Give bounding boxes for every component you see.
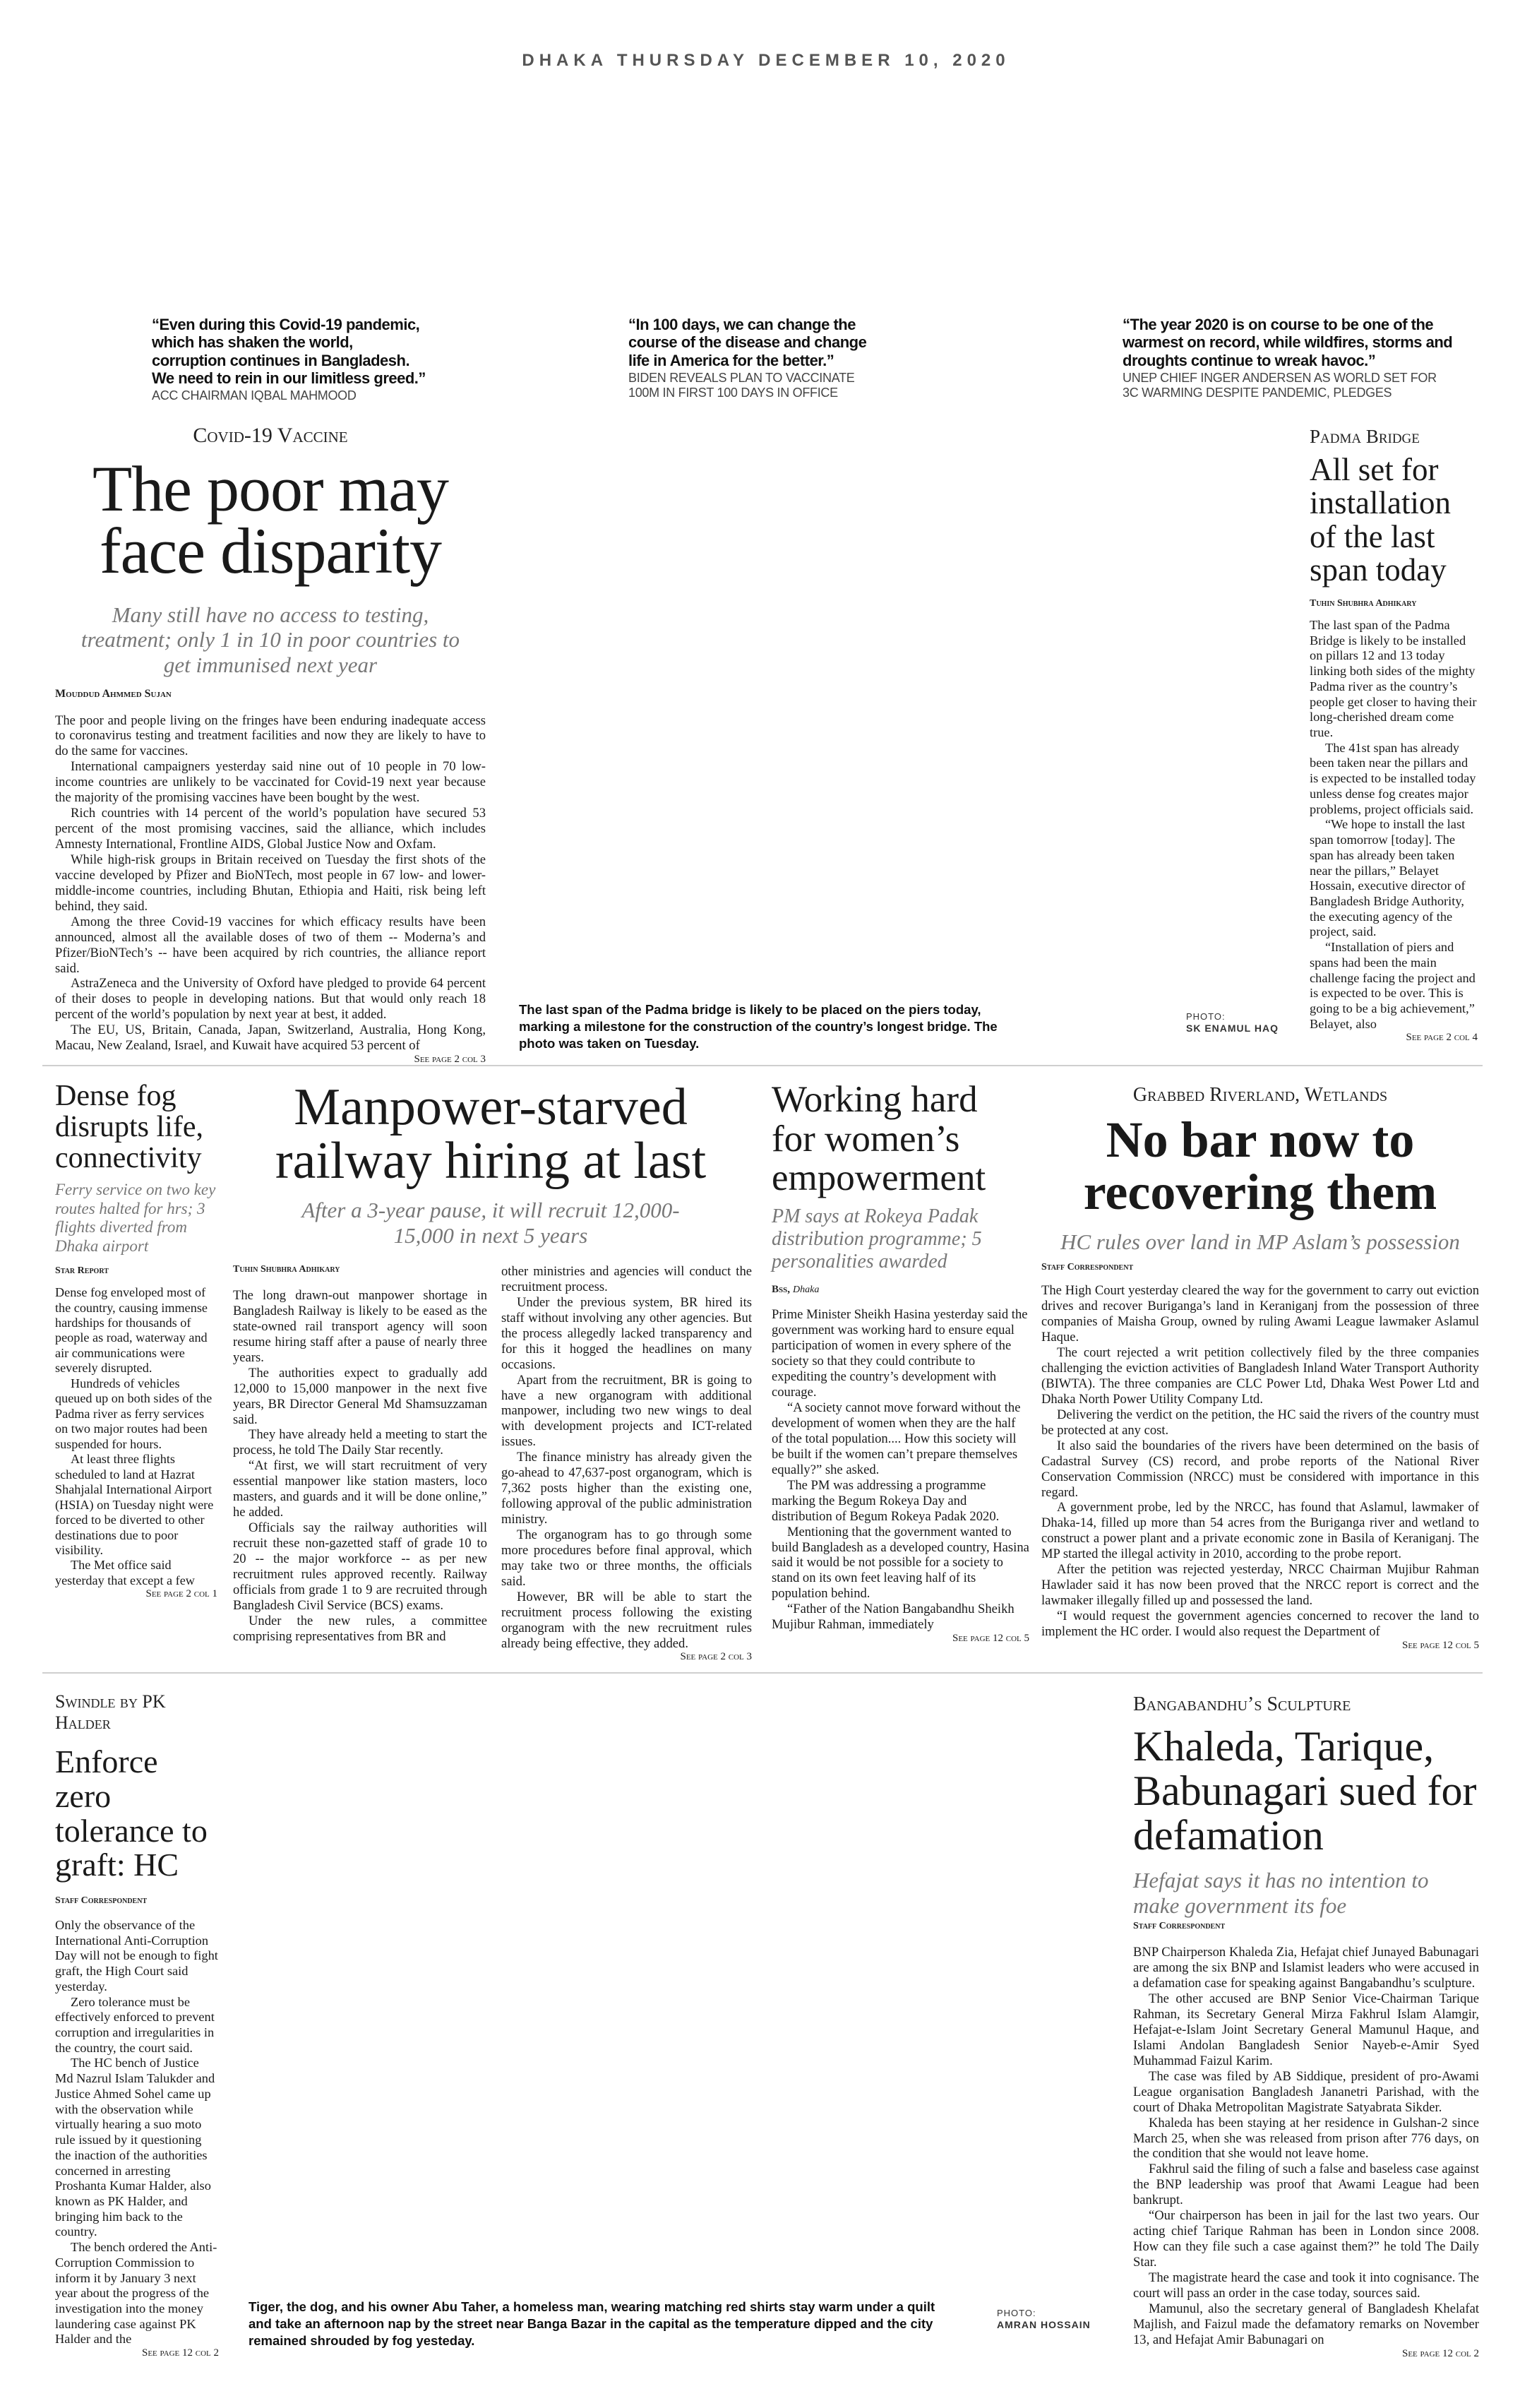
story-body: [1310, 618, 1478, 1032]
paragraph: Officials say the railway authorities will recruit these non-gazetted staff of grade 10 to 20 -- the major workforce -- as per new recruitment rules approved recently. Railway officials from grade 1 to 9 are recruited through Bangladesh Civil Service (BCS) exams.: [233, 1520, 487, 1613]
story-headline[interactable]: The poor may face disparity: [92, 453, 449, 588]
dateline: DHAKA THURSDAY DECEMBER 10, 2020: [522, 51, 1010, 70]
paragraph: The finance ministry has already given the go-ahead to 47,637-post organogram, which is 7,362 posts higher than the existing one, following approval of the public administration ministry.: [501, 1450, 752, 1527]
see-page-link[interactable]: See page 12 col 5: [1402, 1639, 1479, 1651]
paragraph: AstraZeneca and the University of Oxford have pledged to provide 64 percent of their doses to people in developing nations. But that would only reach 18 percent of the world’s population by next year at best, it added.: [55, 976, 486, 1023]
story-body: [55, 1918, 219, 2347]
quote-unep: [1123, 316, 1454, 400]
photo-credit-name: SK ENAMUL HAQ: [1186, 1023, 1279, 1035]
paragraph: “A society cannot move forward without the development of women when they are the half of the total population.... How this society will be built if the women can’t prepare themselves equally?” she asked.: [772, 1400, 1021, 1477]
see-page-link[interactable]: See page 12 col 2: [142, 2347, 219, 2359]
graft-story: [55, 1691, 219, 2359]
paragraph: Hundreds of vehicles queued up on both sides of the Padma river as ferry services on two major routes had been suspended for hours.: [55, 1376, 213, 1451]
story-body: [772, 1307, 1029, 1633]
quote-text: “The year 2020 is on course to be one of the warmest on record, while wildfires, storms and droughts continue to wreak havoc.”: [1123, 316, 1453, 369]
paragraph: Khaleda has been staying at her residence in Gulshan-2 since March 25, when she was released from prison after 776 days, on the condition that she would not leave home.: [1133, 2115, 1479, 2162]
story-byline-row: [772, 1283, 1029, 1296]
story-headline[interactable]: All set for installation of the last span today: [1310, 452, 1451, 588]
paragraph: BNP Chairperson Khaleda Zia, Hefajat chief Junayed Babunagari are among the six BNP and Islamist leaders who were accused in a defamation case for speaking against Bangabandhu’s sculpture.: [1133, 1945, 1479, 1991]
quote-attribution: BIDEN REVEALS PLAN TO VACCINATE 100M IN FIRST 100 DAYS IN OFFICE: [628, 370, 855, 400]
quote-attribution: ACC CHAIRMAN IQBAL MAHMOOD: [152, 388, 357, 403]
paragraph: While high-risk groups in Britain received on Tuesday the first shots of the vaccine developed by Pfizer and BioNTech, most people in 67 low- and lower-middle-income countries, including Bhutan, Ethiopia and Haiti, risk being left behind, they said.: [55, 852, 486, 914]
paragraph: Zero tolerance must be effectively enforced to prevent corruption and irregularities in the country, the court said.: [55, 1994, 215, 2055]
story-kicker: Swindle by PK Halder: [55, 1691, 166, 1733]
padma-story: [1310, 426, 1478, 1044]
paragraph: It also said the boundaries of the rivers have been determined on the basis of Cadastral Survey (CS) record, and probe reports of the National River Conservation Commission (NRCC) must be considered with importance in this regard.: [1041, 1438, 1479, 1500]
see-page-link[interactable]: See page 2 col 1: [145, 1588, 217, 1600]
story-byline: Tuhin Shubhra Adhikary: [1310, 598, 1417, 609]
story-body: [1133, 1945, 1479, 2347]
story-body: [1041, 1283, 1479, 1640]
story-byline: Staff Correspondent: [1133, 1921, 1226, 1932]
story-headline[interactable]: No bar now to recovering them: [1083, 1111, 1437, 1221]
story-kicker: Padma Bridge: [1310, 426, 1420, 447]
paragraph: At least three flights scheduled to land at Hazrat Shahjalal International Airport (HSIA) on Tuesday night were forced to be diverted to other destinations due to poor visibility.: [55, 1452, 214, 1557]
story-headline[interactable]: Manpower-starved railway hiring at last: [275, 1078, 707, 1191]
story-byline: Bss,: [772, 1284, 790, 1296]
paragraph: The magistrate heard the case and took it into cognisance. The court will pass an order in the case today, sources said.: [1133, 2270, 1479, 2301]
quote-biden: [628, 316, 882, 400]
story-kicker: Covid-19 Vaccine: [193, 424, 348, 447]
see-page-link[interactable]: See page 2 col 4: [1406, 1032, 1478, 1044]
story-deck: Hefajat says it has no intention to make government its foe: [1133, 1868, 1429, 1918]
see-page-link[interactable]: See page 12 col 5: [952, 1633, 1029, 1645]
story-deck: PM says at Rokeya Padak distribution programme; 5 personalities awarded: [772, 1205, 982, 1273]
story-byline: Tuhin Shubhra Adhikary: [233, 1264, 340, 1275]
quote-acc: [152, 316, 427, 403]
paragraph: Under the new rules, a committee comprising representatives from BR and: [233, 1613, 487, 1644]
paragraph: Among the three Covid-19 vaccines for which efficacy results have been announced, almost all the available doses of two of them -- Moderna’s and Pfizer/BioNTech’s -- have been acquired by rich countries, the alliance report said.: [55, 914, 486, 976]
paragraph: They have already held a meeting to start the process, he told The Daily Star recently.: [233, 1427, 487, 1458]
railway-col-2: [501, 1264, 752, 1663]
quote-text: “In 100 days, we can change the course of the disease and change life in America for the better.”: [628, 316, 867, 369]
paragraph: “Our chairperson has been in jail for the last two years. Our acting chief Tarique Rahman has been in London since 2008. How can they file such a case against them?” he told The Daily Star.: [1133, 2208, 1479, 2270]
section-divider: [42, 1065, 1483, 1066]
paragraph: Dense fog enveloped most of the country, causing immense hardships for thousands of people as road, waterway and air communications were severely disrupted.: [55, 1285, 208, 1376]
story-deck: Many still have no access to testing, treatment; only 1 in 10 in poor countries to get immunised next year: [80, 602, 460, 677]
fog-story: [55, 1080, 217, 1600]
paragraph: However, BR will be able to start the recruitment process following the existing organogram with the new recruitment rules already being effective, they added.: [501, 1589, 752, 1651]
paragraph: “We hope to install the last span tomorrow [today]. The span has already been taken near the pillars,” Belayet Hossain, executive director of Bangladesh Bridge Authority, the executing agency of the project, said.: [1310, 817, 1466, 939]
photo-credit-dog: [997, 2308, 1091, 2332]
story-deck: Ferry service on two key routes halted for hrs; 3 flights diverted from Dhaka airport: [55, 1181, 216, 1255]
paragraph: “I would request the government agencies concerned to recover the land to implement the HC order. I would also request the Department of: [1041, 1609, 1479, 1639]
story-body: [55, 1285, 217, 1588]
photo-credit-name: AMRAN HOSSAIN: [997, 2319, 1091, 2331]
story-deck: HC rules over land in MP Aslam’s possession: [1060, 1229, 1460, 1255]
paragraph: Apart from the recruitment, BR is going to have a new organogram with additional manpower, including two new wings to deal with development projects and ICT-related issues.: [501, 1372, 752, 1450]
paragraph: other ministries and agencies will conduct the recruitment process.: [501, 1264, 752, 1294]
story-headline[interactable]: Enforce zero tolerance to graft: HC: [55, 1744, 208, 1883]
see-page-link[interactable]: See page 12 col 2: [1402, 2347, 1479, 2359]
story-kicker: Bangabandhu’s Sculpture: [1133, 1693, 1351, 1715]
paragraph: A government probe, led by the NRCC, has found that Aslamul, lawmaker of Dhaka-14, filled up more than 54 acres from the Buriganga river and wetland to construct a power plant and a private economic zone in Basila of Keraniganj. The MP started the illegal activity in 2010, according to the probe report.: [1041, 1500, 1479, 1562]
quote-attribution: UNEP CHIEF INGER ANDERSEN AS WORLD SET FOR 3C WARMING DESPITE PANDEMIC, PLEDGES: [1123, 370, 1437, 400]
story-byline: Star Report: [55, 1265, 109, 1277]
paragraph: The other accused are BNP Senior Vice-Chairman Tarique Rahman, its Secretary General Mirza Fakhrul Islam Alamgir, Hefajat-e-Islam Joint Secretary General Mamunul Haque, and Islami Andolan Bangladesh Senior Nayeb-e-Amir Syed Muhammad Faizul Karim.: [1133, 1991, 1479, 2068]
paragraph: Prime Minister Sheikh Hasina yesterday said the government was working hard to ensure equal participation of women in every sphere of the society so that they could contribute to expediting the country’s development with courage.: [772, 1307, 1028, 1400]
paragraph: The bench ordered the Anti-Corruption Commission to inform it by January 3 next year about the progress of the investigation into the money laundering case against PK Halder and the: [55, 2240, 217, 2347]
women-story: [772, 1080, 1029, 1645]
paragraph: Under the previous system, BR hired its staff without involving any other agencies. But the process allegedly lacked transparency and for this it hogged the headlines on many occasions.: [501, 1294, 752, 1372]
paragraph: The HC bench of Justice Md Nazrul Islam Talukder and Justice Ahmed Sohel came up with the observation while virtually hearing a suo moto rule issued by it questioning the inaction of the authorities concerned in arresting Proshanta Kumar Halder, also known as PK Halder, and bringing him back to the country.: [55, 2056, 215, 2239]
paragraph: The High Court yesterday cleared the way for the government to carry out eviction drives and recover Buriganga’s land in Keraniganj from the possession of three companies of Maisha Group, owned by ruling Awami League lawmaker Aslamul Haque.: [1041, 1283, 1479, 1345]
story-dateline: Dhaka: [793, 1285, 820, 1296]
story-headline[interactable]: Dense fog disrupts life, connectivity: [55, 1080, 203, 1175]
paragraph: International campaigners yesterday said nine out of 10 people in 70 low-income countries are unlikely to be vaccinated for Covid-19 next year because the majority of the promising vaccines have been bought by the west.: [55, 759, 486, 806]
paragraph: The PM was addressing a programme marking the Begum Rokeya Day and distribution of Begum Rokeya Padak 2020.: [772, 1477, 1000, 1524]
sculpture-story: [1133, 1693, 1479, 2360]
paragraph: Fakhrul said the filing of such a false and baseless case against the BNP leadership was proof that Awami League had been bankrupt.: [1133, 2162, 1479, 2208]
photo-caption-padma: The last span of the Padma bridge is likely to be placed on the piers today, marking a milestone for the construction of the country’s longest bridge. The photo was taken on Tuesday.: [519, 1002, 998, 1051]
story-byline: Mouddud Ahmmed Sujan: [55, 687, 172, 700]
paragraph: Rich countries with 14 percent of the world’s population have secured 53 percent of the most promising vaccines, said the alliance, which includes Amnesty International, Frontline AIDS, Global Justice Now and Oxfam.: [55, 806, 486, 852]
paragraph: Only the observance of the International Anti-Corruption Day will not be enough to fight graft, the High Court said yesterday.: [55, 1918, 218, 1993]
story-headline[interactable]: Working hard for women’s empowerment: [772, 1079, 986, 1199]
riverland-story: [1041, 1084, 1479, 1652]
see-page-link[interactable]: See page 2 col 3: [414, 1054, 486, 1066]
paragraph: The last span of the Padma Bridge is likely to be installed on pillars 12 and 13 today linking both sides of the mighty Padma river as the country’s people get closer to having their long-cherished dream come true.: [1310, 618, 1477, 740]
story-kicker: Grabbed Riverland, Wetlands: [1132, 1084, 1388, 1106]
paragraph: Delivering the verdict on the petition, the HC said the rivers of the country must be protected at any cost.: [1041, 1407, 1479, 1438]
story-byline: Staff Correspondent: [1041, 1262, 1134, 1273]
paragraph: The long drawn-out manpower shortage in Bangladesh Railway is likely to be eased as the state-owned rail transport agency will soon resume hiring staff after a pause of nearly three years.: [233, 1288, 487, 1365]
covid-story: [55, 424, 486, 1066]
photo-credit-padma: [1186, 1011, 1279, 1035]
story-body: [233, 1288, 487, 1645]
story-deck: After a 3-year pause, it will recruit 12,000-15,000 in next 5 years: [301, 1198, 680, 1248]
paragraph: The 41st span has already been taken near the pillars and is expected to be installed today unless dense fog creates major problems, project officials said.: [1310, 740, 1476, 816]
section-divider: [42, 1672, 1483, 1674]
paragraph: Mamunul, also the secretary general of Bangladesh Khelafat Majlish, and Faizul made the defamatory remarks on November 13, and Hefajat Amir Babunagari on: [1133, 2301, 1479, 2347]
photo-caption-dog: Tiger, the dog, and his owner Abu Taher, a homeless man, wearing matching red shirts stay warm under a quilt and take an afternoon nap by the street near Banga Bazar in the capital as the temperature dipped and the city remained shrouded by fog yesteday.: [249, 2299, 935, 2349]
railway-col-1: [233, 1264, 487, 1645]
quote-text: “Even during this Covid-19 pandemic, which has shaken the world, corruption continues in Bangladesh. We need to rein in our limitless greed.”: [152, 316, 426, 387]
paragraph: The authorities expect to gradually add 12,000 to 15,000 manpower in the next five years, BR Director General Md Shamsuzzaman said.: [233, 1365, 487, 1427]
photo-credit-label: PHOTO:: [1186, 1011, 1226, 1022]
paragraph: “Father of the Nation Bangabandhu Sheikh Mujibur Rahman, immediately: [772, 1602, 1015, 1633]
railway-story: [233, 1080, 748, 1248]
story-body: [501, 1264, 752, 1651]
paragraph: The poor and people living on the fringes have been enduring inadequate access to coronavirus testing and treatment facilities and now they are likely to have to do the same for vaccines.: [55, 713, 486, 759]
paragraph: Mentioning that the government wanted to build Bangladesh as a developed country, Hasina said it would be not possible for a society to stand on its own feet leaving half of its population behind.: [772, 1524, 1029, 1602]
story-headline[interactable]: Khaleda, Tarique, Babunagari sued for defamation: [1133, 1723, 1477, 1859]
story-body: [55, 713, 486, 1054]
paragraph: The case was filed by AB Siddique, president of pro-Awami League organisation Bangladesh Jananetri Parishad, with the court of Dhaka Metropolitan Magistrate Satyabrata Sikder.: [1133, 2068, 1479, 2115]
paragraph: “At first, we will start recruitment of very essential manpower like station masters, loco masters, and guards and it will be done online,” he added.: [233, 1458, 487, 1520]
see-page-link[interactable]: See page 2 col 3: [680, 1651, 752, 1663]
paragraph: “Installation of piers and spans had been the main challenge facing the project and is expected to be over. This is going to be a big achievement,” Belayet, also: [1310, 940, 1476, 1031]
paragraph: The court rejected a writ petition collectively filed by the three companies challenging the eviction activities of Bangladesh Inland Water Transport Authority (BIWTA). The three companies are CLC Power Ltd, Dhaka West Power Ltd and Dhaka North Power Utility Company Ltd.: [1041, 1345, 1479, 1407]
paragraph: The EU, US, Britain, Canada, Japan, Switzerland, Australia, Hong Kong, Macau, New Zealand, Israel, and Kuwait have acquired 53 percent of: [55, 1023, 486, 1054]
paragraph: After the petition was rejected yesterday, NRCC Chairman Mujibur Rahman Hawlader said it has now been proved that the NRCC report is correct and the lawmaker illegally filled up and possessed the land.: [1041, 1562, 1479, 1609]
paragraph: The organogram has to go through some more procedures before final approval, which may take two or three months, the officials said.: [501, 1527, 752, 1589]
story-byline: Staff Correspondent: [55, 1895, 148, 1906]
paragraph: The Met office said yesterday that except a few: [55, 1558, 195, 1587]
photo-credit-label: PHOTO:: [997, 2308, 1036, 2318]
